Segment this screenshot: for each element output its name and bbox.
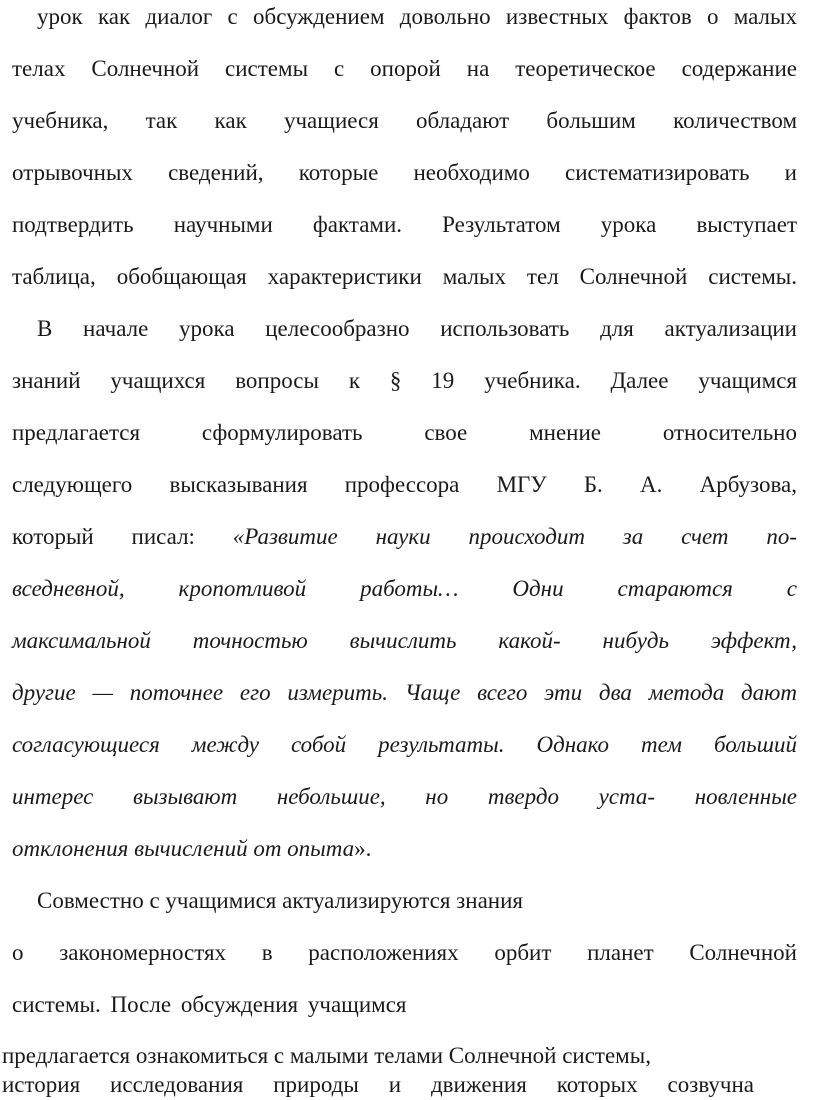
paragraph-2-line-5 (12, 522, 797, 552)
paragraph-1-line-4: отрывочных сведений, которые необходимо систематизировать и (12, 160, 797, 185)
quote-line-5: интерес вызывают небольшие, но твердо уста- новленные (12, 784, 797, 809)
paragraph-1-line-6: таблица, обобщающая характеристики малых тел Солнечной системы. (12, 264, 797, 289)
paragraph-1-line-5: подтвердить научными фактами. Результатом урока выступает (12, 212, 797, 237)
quote-end-mark: ». (354, 836, 372, 861)
quote-line-4: согласующиеся между собой результаты. Однако тем больший (12, 732, 797, 757)
paragraph-1-line-1: урок как диалог с обсуждением довольно известных фактов о малых (37, 4, 797, 29)
paragraph-2-line-2: знаний учащихся вопросы к § 19 учебника. Далее учащимся (12, 368, 797, 393)
quote-line-2: максимальной точностью вычислить какой- нибудь эффект, (12, 628, 797, 653)
paragraph-1-line-3: учебника, так как учащиеся обладают большим количеством (12, 108, 797, 133)
quote-intro: который писал: (12, 524, 233, 549)
paragraph-3-line-1: Совместно с учащимися актуализируются знания (37, 888, 523, 913)
quote-start: «Развитие науки происходит за счет по- (232, 524, 797, 549)
paragraph-2-line-1: В начале урока целесообразно использовать для актуализации (37, 316, 797, 341)
quote-line-last (12, 834, 797, 864)
paragraph-3-line-4: предлагается ознакомиться с малыми телами Солнечной системы, (2, 1043, 651, 1068)
paragraph-1-line-2: телах Солнечной системы с опорой на теоретическое содержание (12, 56, 797, 81)
paragraph-3-line-3: системы. После обсуждения учащимся (12, 992, 407, 1017)
paragraph-2-line-3: предлагается сформулировать свое мнение относительно (12, 420, 797, 445)
quote-line-1: вседневной, кропотливой работы… Одни стараются с (12, 576, 797, 601)
quote-line-3: другие — поточнее его измерить. Чаще всего эти два метода дают (12, 680, 797, 705)
paragraph-3-line-2: о закономерностях в расположениях орбит планет Солнечной (12, 940, 797, 965)
paragraph-2-line-4: следующего высказывания профессора МГУ Б. А. Арбузова, (12, 472, 797, 497)
quote-end-text: отклонения вычислений от опыта (12, 836, 355, 861)
paragraph-3-line-5: история исследования природы и движения которых созвучна (2, 1072, 754, 1097)
